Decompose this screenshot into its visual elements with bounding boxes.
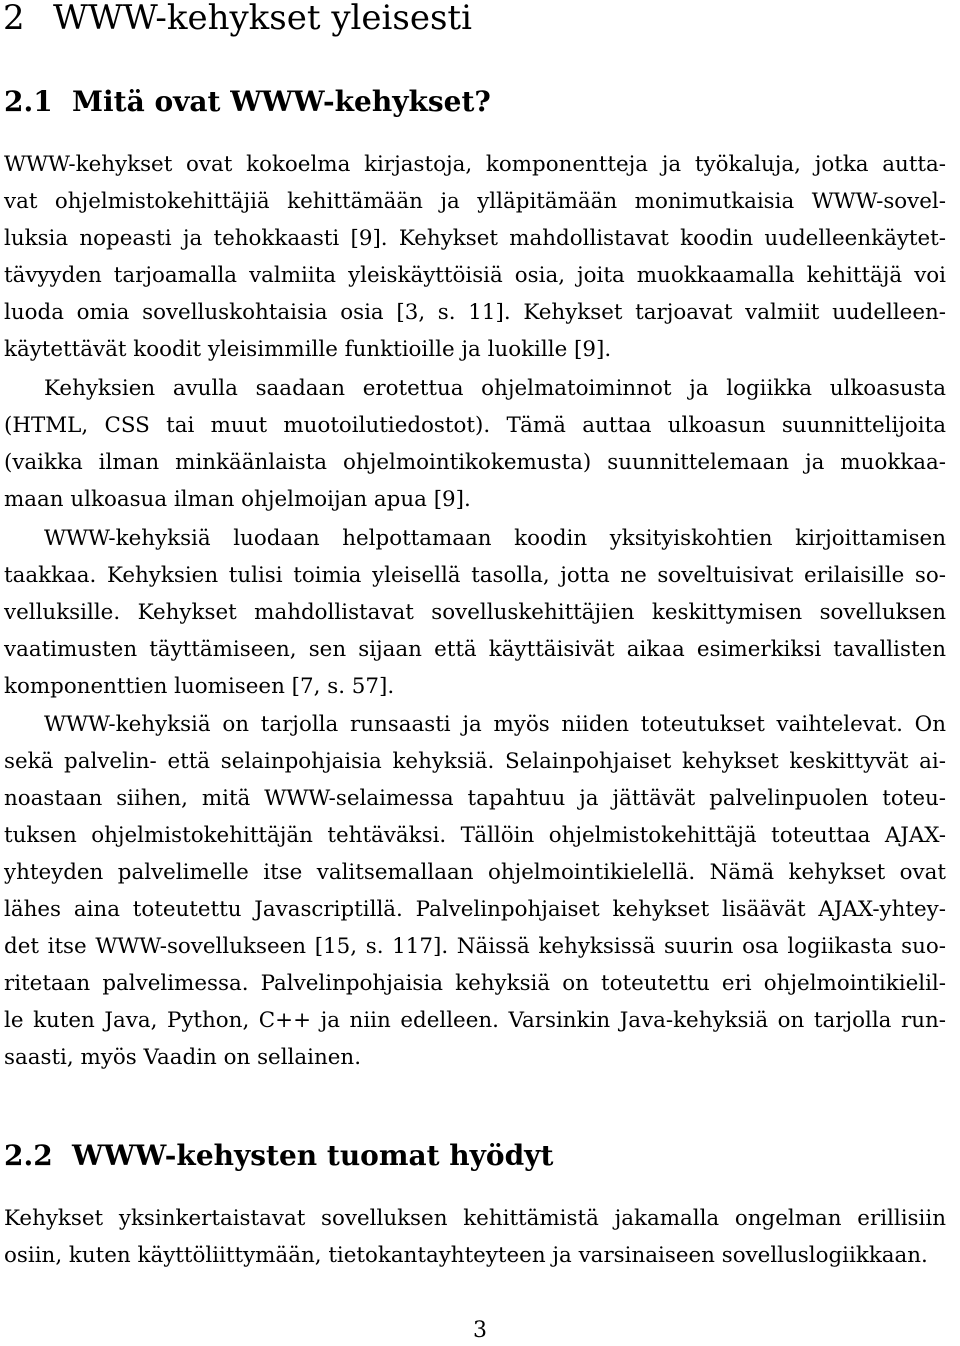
subsection-title: Mitä ovat WWW-kehykset? — [72, 85, 491, 118]
subsection-number: 2.1 — [4, 85, 53, 118]
paragraph-1-line-5: luoda omia sovelluskohtaisia osia [3, s. 11]. Kehykset tarjoavat valmiit uudelleen- — [4, 300, 946, 325]
paragraph-3-line-5: komponenttien luomiseen [7, s. 57]. — [4, 674, 395, 699]
page-number: 3 — [473, 1318, 487, 1343]
paragraph-3-line-2: taakkaa. Kehyksien tulisi toimia yleisellä tasolla, jotta ne soveltuisivat erilaisille so- — [4, 563, 946, 588]
paragraph-1-line-1: WWW-kehykset ovat kokoelma kirjastoja, komponentteja ja työkaluja, jotka autta- — [4, 152, 946, 177]
paragraph-2-line-1: Kehyksien avulla saadaan erotettua ohjelmatoiminnot ja logiikka ulkoasusta — [44, 376, 946, 401]
section-heading — [3, 0, 472, 44]
paragraph-1-line-2: vat ohjelmistokehittäjiä kehittämään ja ylläpitämään monimutkaisia WWW-sovel- — [4, 189, 946, 214]
paragraph-5-line-2: osiin, kuten käyttöliittymään, tietokantayhteyteen ja varsinaiseen sovelluslogiikkaan. — [4, 1243, 928, 1268]
paragraph-4-line-9: le kuten Java, Python, C++ ja niin edelleen. Varsinkin Java-kehyksiä on tarjolla run- — [4, 1008, 946, 1033]
paragraph-2-line-2: (HTML, CSS tai muut muotoilutiedostot). Tämä auttaa ulkoasun suunnittelijoita — [4, 413, 946, 438]
paragraph-1-line-4: tävyyden tarjoamalla valmiita yleiskäyttöisiä osia, joita muokkaamalla kehittäjä voi — [4, 263, 946, 288]
paragraph-4-line-3: noastaan siihen, mitä WWW-selaimessa tapahtuu ja jättävät palvelinpuolen toteu- — [4, 786, 946, 811]
subsection-heading-2-2 — [4, 1136, 553, 1176]
paragraph-4-line-10: saasti, myös Vaadin on sellainen. — [4, 1045, 361, 1070]
subsection-number: 2.2 — [4, 1139, 53, 1172]
paragraph-4-line-6: lähes aina toteutettu Javascriptillä. Palvelinpohjaiset kehykset lisäävät AJAX-yhtey- — [4, 897, 946, 922]
paragraph-3-line-3: velluksille. Kehykset mahdollistavat sovelluskehittäjien keskittymisen sovelluksen — [4, 600, 946, 625]
section-title: WWW-kehykset yleisesti — [53, 0, 472, 38]
paragraph-4-line-4: tuksen ohjelmistokehittäjän tehtäväksi. Tällöin ohjelmistokehittäjä toteuttaa AJAX- — [4, 823, 946, 848]
paragraph-4-line-1: WWW-kehyksiä on tarjolla runsaasti ja myös niiden toteutukset vaihtelevat. On — [44, 712, 946, 737]
paragraph-4-line-2: sekä palvelin- että selainpohjaisia kehyksiä. Selainpohjaiset kehykset keskittyvät ai- — [4, 749, 946, 774]
paragraph-4-line-5: yhteyden palvelimelle itse valitsemallaan ohjelmointikielellä. Nämä kehykset ovat — [4, 860, 946, 885]
section-number: 2 — [3, 0, 25, 38]
paragraph-1-line-3: luksia nopeasti ja tehokkaasti [9]. Kehykset mahdollistavat koodin uudelleenkäytet- — [4, 226, 946, 251]
subsection-title: WWW-kehysten tuomat hyödyt — [72, 1139, 554, 1172]
paragraph-5-line-1: Kehykset yksinkertaistavat sovelluksen kehittämistä jakamalla ongelman erillisiin — [4, 1206, 946, 1231]
subsection-heading-2-1 — [4, 82, 491, 122]
paragraph-2-line-3: (vaikka ilman minkäänlaista ohjelmointikokemusta) suunnittelemaan ja muokkaa- — [4, 450, 946, 475]
paragraph-1-line-6: käytettävät koodit yleisimmille funktioille ja luokille [9]. — [4, 337, 612, 362]
paragraph-3-line-1: WWW-kehyksiä luodaan helpottamaan koodin yksityiskohtien kirjoittamisen — [44, 526, 946, 551]
paragraph-4-line-8: ritetaan palvelimessa. Palvelinpohjaisia kehyksiä on toteutettu eri ohjelmointikielil- — [4, 971, 946, 996]
paragraph-4-line-7: det itse WWW-sovellukseen [15, s. 117]. Näissä kehyksissä suurin osa logiikasta suo- — [4, 934, 946, 959]
paragraph-3-line-4: vaatimusten täyttämiseen, sen sijaan että käyttäisivät aikaa esimerkiksi tavallisten — [4, 637, 946, 662]
paragraph-2-line-4: maan ulkoasua ilman ohjelmoijan apua [9]. — [4, 487, 471, 512]
